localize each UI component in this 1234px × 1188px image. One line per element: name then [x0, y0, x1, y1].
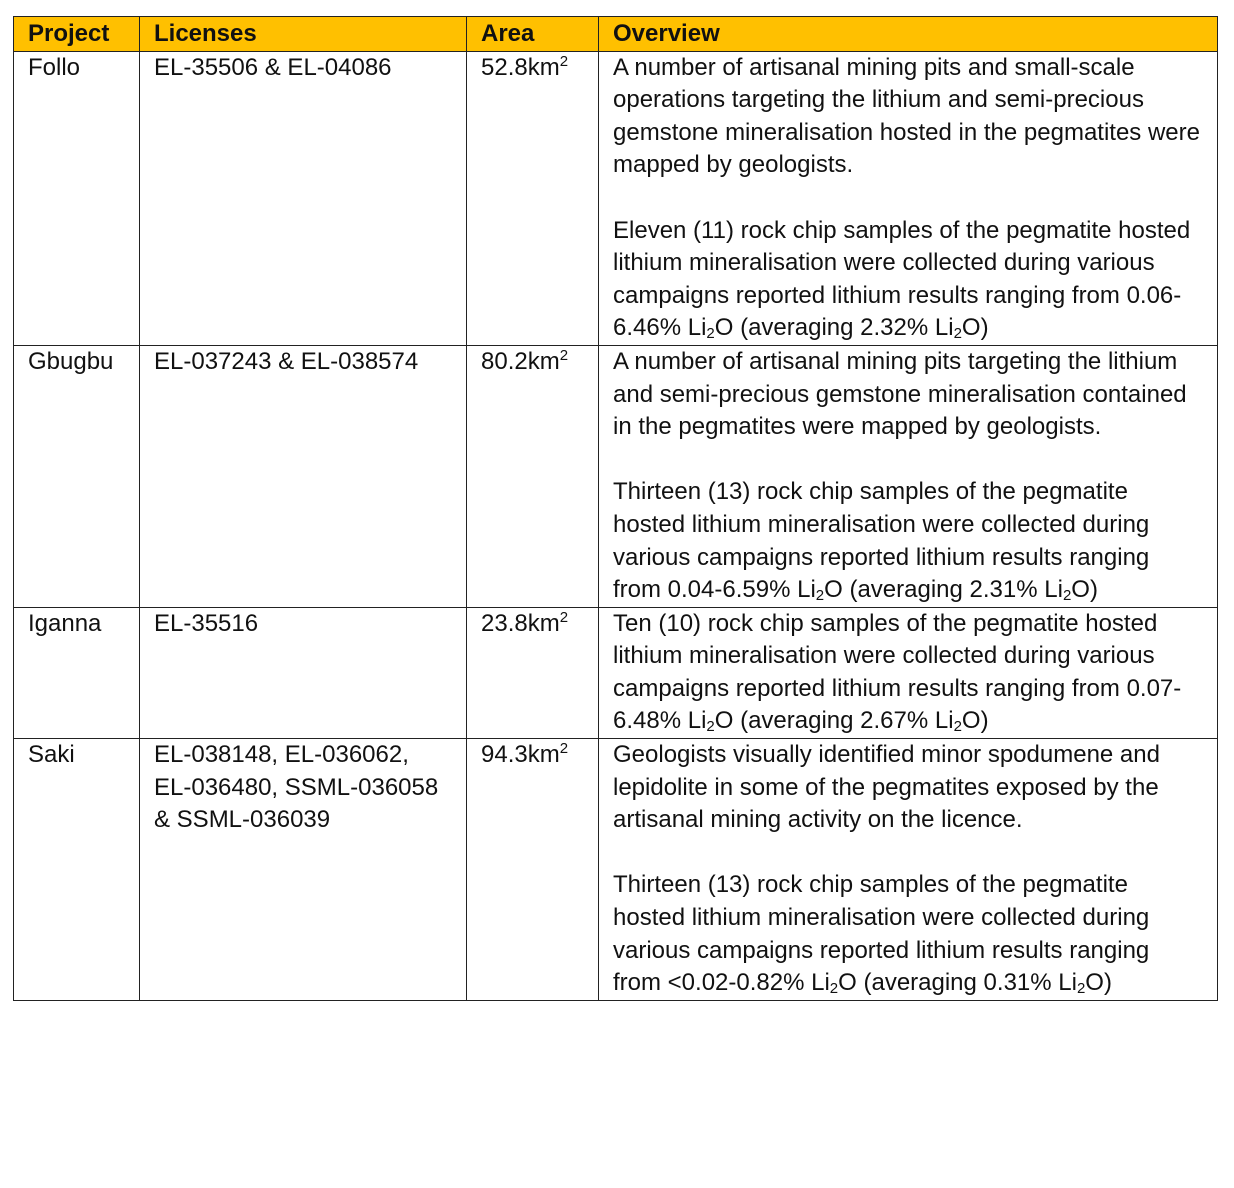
- project-name: Iganna: [14, 607, 140, 738]
- li2o-subscript: 2: [1076, 980, 1086, 998]
- overview-paragraph: A number of artisanal mining pits and small-scale operations targeting the lithium and semi-precious gemstone mineralisation hosted in the pegmatites were mapped by geologists.: [613, 53, 1200, 179]
- overview-results-text: O (averaging 0.31% Li: [838, 969, 1077, 997]
- header-overview: Overview: [599, 17, 1218, 52]
- projects-table: [13, 16, 1218, 1001]
- licenses-cell: EL-35516: [140, 607, 467, 738]
- overview-results-paragraph: [613, 608, 1203, 738]
- overview-results-text: O): [1085, 969, 1112, 997]
- overview-results-text: O): [961, 314, 989, 342]
- overview-results-text: O): [1071, 576, 1098, 604]
- overview-cell: [599, 345, 1218, 607]
- overview-results-text: O (averaging 2.67% Li: [714, 707, 954, 735]
- area-cell: [467, 739, 599, 1001]
- overview-results-paragraph: [613, 476, 1203, 606]
- header-row: [14, 17, 1218, 52]
- overview-results-text: Thirteen (13) rock chip samples of the pegmatite hosted lithium mineralisation were collected during various campaigns reported lithium results ranging from <0.02-0.82% Li: [613, 871, 1150, 997]
- li2o-subscript: 2: [953, 325, 962, 343]
- overview-cell: [599, 739, 1218, 1001]
- overview-results-text: O (averaging 2.32% Li: [714, 314, 954, 342]
- li2o-subscript: 2: [706, 325, 715, 343]
- area-value: 94.3km: [481, 741, 560, 769]
- header-area: Area: [467, 17, 599, 52]
- overview-results-text: Eleven (11) rock chip samples of the pegmatite hosted lithium mineralisation were collected during various campaigns reported lithium results ranging from 0.06-6.46% Li: [613, 216, 1191, 342]
- overview-cell: [599, 51, 1218, 345]
- table-row: [14, 739, 1218, 1001]
- li2o-subscript: 2: [953, 718, 962, 736]
- area-cell: [467, 607, 599, 738]
- table-row: [14, 345, 1218, 607]
- area-value: 52.8km: [481, 53, 560, 81]
- area-unit-superscript: 2: [559, 608, 569, 626]
- li2o-subscript: 2: [829, 980, 839, 998]
- overview-results-paragraph: [613, 215, 1203, 345]
- overview-results-text: Ten (10) rock chip samples of the pegmatite hosted lithium mineralisation were collected during various campaigns reported lithium results ranging from 0.07-6.48% Li: [613, 609, 1182, 735]
- li2o-subscript: 2: [1062, 587, 1072, 605]
- area-value: 80.2km: [481, 347, 560, 375]
- overview-paragraph: Geologists visually identified minor spodumene and lepidolite in some of the pegmatites exposed by the artisanal mining activity on the licence.: [613, 741, 1160, 834]
- overview-paragraph: A number of artisanal mining pits targeting the lithium and semi-precious gemstone mineralisation contained in the pegmatites were mapped by geologists.: [613, 347, 1187, 441]
- area-cell: [467, 51, 599, 345]
- licenses-cell: EL-038148, EL-036062, EL-036480, SSML-036058 & SSML-036039: [140, 739, 467, 1001]
- table-row: [14, 607, 1218, 738]
- area-unit-superscript: 2: [559, 740, 569, 758]
- li2o-subscript: 2: [815, 587, 825, 605]
- licenses-cell: EL-037243 & EL-038574: [140, 345, 467, 607]
- overview-results-text: O): [961, 707, 989, 735]
- project-name: Saki: [14, 739, 140, 1001]
- overview-cell: [599, 607, 1218, 738]
- area-unit-superscript: 2: [559, 346, 569, 364]
- table-row: [14, 51, 1218, 345]
- area-value: 23.8km: [481, 609, 560, 637]
- overview-results-paragraph: [613, 869, 1203, 999]
- overview-results-text: Thirteen (13) rock chip samples of the pegmatite hosted lithium mineralisation were collected during various campaigns reported lithium results ranging from 0.04-6.59% Li: [613, 478, 1150, 604]
- li2o-subscript: 2: [706, 718, 715, 736]
- area-unit-superscript: 2: [559, 52, 569, 70]
- header-project: Project: [14, 17, 140, 52]
- header-licenses: Licenses: [140, 17, 467, 52]
- overview-results-text: O (averaging 2.31% Li: [824, 576, 1063, 604]
- area-cell: [467, 345, 599, 607]
- project-name: Gbugbu: [14, 345, 140, 607]
- project-name: Follo: [14, 51, 140, 345]
- licenses-cell: EL-35506 & EL-04086: [140, 51, 467, 345]
